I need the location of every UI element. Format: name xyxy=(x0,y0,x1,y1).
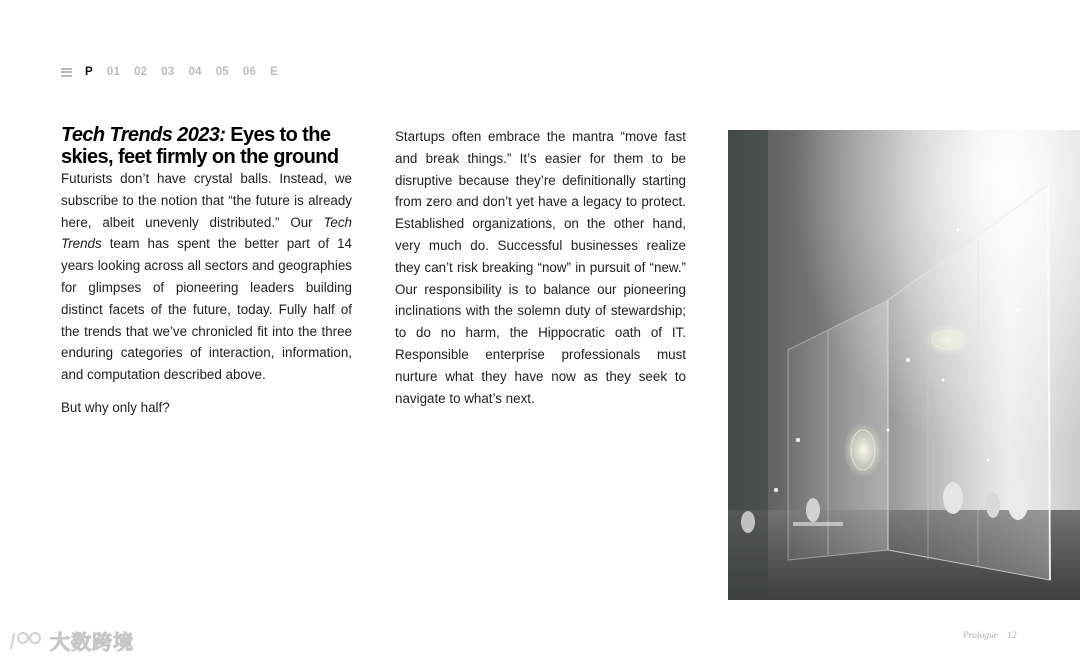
illustration-svg xyxy=(728,130,1080,600)
text-column-middle xyxy=(395,126,686,409)
nav-item-epilogue[interactable]: E xyxy=(270,66,278,78)
title-rest: Eyes to the skies, feet firmly on the ground xyxy=(61,124,339,168)
nav-item-04[interactable]: 04 xyxy=(188,66,202,78)
watermark-logo-icon xyxy=(8,629,46,653)
text-column-left xyxy=(61,124,352,419)
menu-icon[interactable] xyxy=(61,68,72,77)
paragraph-text: Futurists don’t have crystal balls. Instead, we subscribe to the notion that “the future is already here, albeit unevenly distributed.” Our xyxy=(61,171,352,230)
watermark xyxy=(8,626,134,655)
page-number: 12 xyxy=(1007,631,1017,641)
page-footer xyxy=(963,631,1017,641)
tech-trends-italic: Tech Trends xyxy=(61,214,352,252)
section-nav xyxy=(61,64,292,80)
footer-section-name: Prologue xyxy=(963,631,999,641)
nav-item-05[interactable]: 05 xyxy=(215,66,229,78)
paragraph-futurists xyxy=(61,168,352,386)
paragraph-text: team has spent the better part of 14 years looking across all sectors and geographies for glimpses of pioneering leaders building distinct facets of the future, today. Fully half of the trends that we’ve chronicled fit into the three enduring categories of interaction, information, and computation described above. xyxy=(61,236,352,383)
page-title xyxy=(61,124,352,168)
nav-item-01[interactable]: 01 xyxy=(106,66,121,78)
nav-item-03[interactable]: 03 xyxy=(161,66,175,78)
title-italic-part: Tech Trends 2023: xyxy=(61,124,226,146)
paragraph-startups: Startups often embrace the mantra “move fast and break things.” It’s easier for them to be disruptive because they’re definitionally starting from zero and don’t yet have a legacy to protect. Established organizations, on the other hand, very much do. Successful businesses realize they can’t risk breaking “now” in pursuit of “new.” Our responsibility is to balance our pioneering inclinations with the solemn duty of stewardship; to do no harm, the Hippocratic oath of IT. Responsible enterprise professionals must nurture what they have now as they seek to navigate to what’s next. xyxy=(395,129,686,406)
watermark-text: 大数跨境 xyxy=(50,630,134,654)
illustration-glass-gallery xyxy=(728,130,1080,600)
nav-item-06[interactable]: 06 xyxy=(242,66,257,78)
paragraph-why-half: But why only half? xyxy=(61,399,170,415)
nav-item-prologue[interactable]: P xyxy=(85,66,93,78)
nav-item-02[interactable]: 02 xyxy=(134,66,148,78)
